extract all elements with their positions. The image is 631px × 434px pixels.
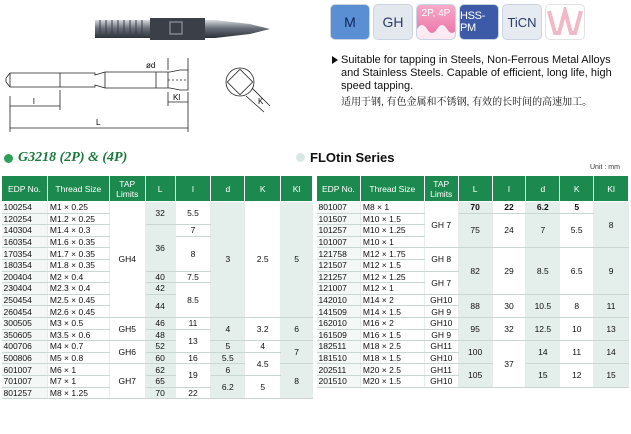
table-row <box>2 202 313 214</box>
col-L: L <box>145 176 175 202</box>
edp-cell: 801257 <box>2 387 48 399</box>
edp-cell: 121257 <box>317 271 361 283</box>
table-row <box>317 213 629 225</box>
tap-outline <box>6 58 270 132</box>
l-cell: 22 <box>175 387 211 399</box>
tap-cell: GH 7 <box>424 271 458 294</box>
tap-cell: GH10 <box>424 317 458 329</box>
K-cell: 5 <box>560 202 594 214</box>
badge-coating <box>502 4 542 40</box>
K-cell: 12 <box>560 364 594 387</box>
description-english: Suitable for tapping in Steels, Non-Ferrous Metal Alloys and Stainless Steels. Capable of efficient, long life, high speed tapping. <box>341 54 612 92</box>
l-cell: 13 <box>175 329 211 352</box>
edp-cell: 200404 <box>2 271 48 283</box>
l-cell: 37 <box>492 341 526 387</box>
edp-cell: 162010 <box>317 317 361 329</box>
thread-cell: M1.4 × 0.3 <box>47 225 109 237</box>
bullet-dot-icon <box>4 154 13 163</box>
feature-badges <box>330 4 585 40</box>
col-edp: EDP No. <box>317 176 361 202</box>
thread-cell: M8 × 1.25 <box>47 387 109 399</box>
l-cell: 8 <box>175 236 211 271</box>
thread-cell: M1 × 0.25 <box>47 202 109 214</box>
table-row <box>317 341 629 353</box>
wave-icon <box>417 21 456 39</box>
tap-cell: GH5 <box>109 317 145 340</box>
thread-cell: M1.6 × 0.35 <box>47 236 109 248</box>
product-description <box>332 54 628 109</box>
l-cell: 19 <box>175 364 211 387</box>
thread-cell: M14 × 2 <box>360 294 424 306</box>
K-cell: 3.2 <box>245 317 281 340</box>
L-cell: 36 <box>145 225 175 271</box>
edp-cell: 101007 <box>317 236 361 248</box>
edp-cell: 701007 <box>2 375 48 387</box>
edp-cell: 300505 <box>2 317 48 329</box>
edp-cell: 141509 <box>317 306 361 318</box>
K-cell: 6.5 <box>560 248 594 294</box>
d-cell: 8.5 <box>526 248 560 294</box>
col-Kl: Kl <box>594 176 629 202</box>
d-cell: 14 <box>526 341 560 364</box>
tap-cell: GH10 <box>424 352 458 364</box>
K-cell: 2.5 <box>245 202 281 318</box>
table-row <box>2 317 313 329</box>
K-cell: 8 <box>560 294 594 317</box>
L-cell: 52 <box>145 341 175 353</box>
thread-cell: M10 × 1 <box>360 236 424 248</box>
col-tap-limits: TAP Limits <box>109 176 145 202</box>
thread-form-icon <box>547 7 583 37</box>
badge-tap-limits <box>373 4 413 40</box>
edp-cell: 160354 <box>2 236 48 248</box>
L-cell: 82 <box>458 248 492 294</box>
badge-hss-label: HSS-PM <box>460 10 486 34</box>
l-cell: 8.5 <box>175 283 211 318</box>
table-row <box>2 352 313 364</box>
col-L: L <box>458 176 492 202</box>
d-cell: 15 <box>526 364 560 387</box>
Kl-cell: 5 <box>281 202 313 318</box>
edp-cell: 101507 <box>317 213 361 225</box>
d-cell: 5 <box>211 341 245 353</box>
thread-cell: M12 × 1.5 <box>360 259 424 271</box>
L-cell: 42 <box>145 283 175 295</box>
edp-cell: 801007 <box>317 202 361 214</box>
edp-cell: 101257 <box>317 225 361 237</box>
L-cell: 48 <box>145 329 175 341</box>
thread-cell: M6 × 1 <box>47 364 109 376</box>
badge-coating-label: TiCN <box>507 14 537 30</box>
edp-cell: 601007 <box>2 364 48 376</box>
table-header-row <box>2 176 313 202</box>
d-cell: 3 <box>211 202 245 318</box>
l-cell: 7 <box>175 225 211 237</box>
Kl-cell: 8 <box>594 202 629 248</box>
right-section-title <box>296 150 395 165</box>
K-cell: 4 <box>245 341 281 353</box>
tap-cell: GH10 <box>424 375 458 387</box>
col-tap-limits: TAP Limits <box>424 176 458 202</box>
tap-photo <box>95 18 270 40</box>
l-cell: 32 <box>492 317 526 340</box>
d-cell: 10.5 <box>526 294 560 317</box>
edp-cell: 202511 <box>317 364 361 376</box>
tap-cell: GH 8 <box>424 248 458 271</box>
table-row <box>317 248 629 260</box>
l-cell: 24 <box>492 213 526 248</box>
table-row <box>317 317 629 329</box>
left-section-title <box>4 150 127 166</box>
thread-cell: M8 × 1 <box>360 202 424 214</box>
d-cell: 4 <box>211 317 245 340</box>
K-cell: 10 <box>560 317 594 340</box>
edp-cell: 250454 <box>2 294 48 306</box>
tap-cell: GH7 <box>109 364 145 399</box>
badge-flutes-label: 2P, 4P <box>421 8 451 19</box>
d-cell: 6.2 <box>211 375 245 398</box>
table-row <box>317 202 629 214</box>
description-chinese: 适用于钢, 有色金属和不锈钢, 有效的长时间的高速加工。 <box>341 97 593 108</box>
L-cell: 70 <box>458 202 492 214</box>
badge-tap-limits-label: GH <box>382 14 404 30</box>
edp-cell: 201510 <box>317 375 361 387</box>
thread-cell: M3.5 × 0.6 <box>47 329 109 341</box>
L-cell: 75 <box>458 213 492 248</box>
edp-cell: 121007 <box>317 283 361 295</box>
badge-flutes <box>416 4 456 40</box>
Kl-cell: 14 <box>594 341 629 364</box>
col-edp: EDP No. <box>2 176 48 202</box>
edp-cell: 161509 <box>317 329 361 341</box>
thread-cell: M12 × 1.25 <box>360 271 424 283</box>
col-K: K <box>560 176 594 202</box>
unit-note: Unit : mm <box>590 164 620 171</box>
Kl-cell: 8 <box>281 364 313 399</box>
left-spec-table <box>1 175 313 399</box>
l-cell: 29 <box>492 248 526 294</box>
ki-label: Kl <box>173 93 181 102</box>
L-cell: 70 <box>145 387 175 399</box>
edp-cell: 142010 <box>317 294 361 306</box>
bullet-arrow-icon <box>332 56 338 64</box>
col-d: d <box>526 176 560 202</box>
thread-cell: M10 × 1.5 <box>360 213 424 225</box>
Kl-cell: 11 <box>594 294 629 317</box>
thread-cell: M1.2 × 0.25 <box>47 213 109 225</box>
thread-cell: M10 × 1.25 <box>360 225 424 237</box>
table-row <box>317 294 629 306</box>
thread-cell: M16 × 2 <box>360 317 424 329</box>
thread-cell: M2 × 0.4 <box>47 271 109 283</box>
L-cell: 88 <box>458 294 492 317</box>
badge-material <box>330 4 370 40</box>
l-cell: 7.5 <box>175 271 211 283</box>
L-cell: 60 <box>145 352 175 364</box>
thread-cell: M3 × 0.5 <box>47 317 109 329</box>
thread-cell: M16 × 1.5 <box>360 329 424 341</box>
l-cell: 16 <box>175 352 211 364</box>
col-Kl: Kl <box>281 176 313 202</box>
Kl-cell: 13 <box>594 317 629 340</box>
Kl-cell: 15 <box>594 364 629 387</box>
L-cell: 95 <box>458 317 492 340</box>
col-K: K <box>245 176 281 202</box>
edp-cell: 400706 <box>2 341 48 353</box>
thread-cell: M1.7 × 0.35 <box>47 248 109 260</box>
l-cell: 22 <box>492 202 526 214</box>
col-thread-size: Thread Size <box>47 176 109 202</box>
tap-cell: GH10 <box>424 294 458 306</box>
thread-cell: M2.3 × 0.4 <box>47 283 109 295</box>
edp-cell: 180354 <box>2 259 48 271</box>
thread-cell: M18 × 2.5 <box>360 341 424 353</box>
edp-cell: 181510 <box>317 352 361 364</box>
d-cell: 12.5 <box>526 317 560 340</box>
table-row <box>2 375 313 387</box>
table-header-row <box>317 176 629 202</box>
col-l: l <box>492 176 526 202</box>
l-cell: 30 <box>492 294 526 317</box>
K-cell: 5.5 <box>560 213 594 248</box>
col-d: d <box>211 176 245 202</box>
Kl-cell: 9 <box>594 248 629 294</box>
edp-cell: 170354 <box>2 248 48 260</box>
l-cell: 11 <box>175 317 211 329</box>
edp-cell: 100254 <box>2 202 48 214</box>
right-spec-table <box>316 175 629 388</box>
L-cell: 62 <box>145 364 175 376</box>
Kl-cell: 6 <box>281 317 313 340</box>
thread-cell: M12 × 1 <box>360 283 424 295</box>
thread-cell: M20 × 2.5 <box>360 364 424 376</box>
badge-material-label: M <box>344 14 356 30</box>
thread-cell: M12 × 1.75 <box>360 248 424 260</box>
thread-cell: M1.8 × 0.35 <box>47 259 109 271</box>
L-cell: 46 <box>145 317 175 329</box>
L-cell: 100 <box>458 341 492 364</box>
length-l-label: l <box>33 97 35 106</box>
bullet-dot-icon <box>296 153 305 162</box>
tap-cell: GH11 <box>424 364 458 376</box>
K-cell: 5 <box>245 375 281 398</box>
thread-cell: M2.6 × 0.45 <box>47 306 109 318</box>
edp-cell: 120254 <box>2 213 48 225</box>
tap-cell: GH 9 <box>424 306 458 318</box>
edp-cell: 121758 <box>317 248 361 260</box>
K-cell: 4.5 <box>245 352 281 375</box>
diameter-label: ød <box>146 61 156 70</box>
l-cell: 5.5 <box>175 202 211 225</box>
length-L-label: L <box>96 118 101 127</box>
tap-cell: GH6 <box>109 341 145 364</box>
square-k-label: K <box>258 97 264 106</box>
thread-cell: M14 × 1.5 <box>360 306 424 318</box>
tap-technical-drawing <box>0 0 320 150</box>
d-cell: 6.2 <box>526 202 560 214</box>
badge-material-hss <box>459 4 499 40</box>
edp-cell: 260454 <box>2 306 48 318</box>
edp-cell: 121507 <box>317 259 361 271</box>
edp-cell: 500806 <box>2 352 48 364</box>
d-cell: 7 <box>526 213 560 248</box>
edp-cell: 140304 <box>2 225 48 237</box>
d-cell: 5.5 <box>211 352 245 364</box>
tap-cell: GH4 <box>109 202 145 318</box>
left-section-title-text: G3218 (2P) & (4P) <box>18 150 128 165</box>
thread-cell: M7 × 1 <box>47 375 109 387</box>
table-row <box>2 341 313 353</box>
col-l: l <box>175 176 211 202</box>
thread-cell: M5 × 0.8 <box>47 352 109 364</box>
tap-cell: GH 7 <box>424 202 458 248</box>
tap-cell: GH11 <box>424 341 458 353</box>
table-row <box>317 364 629 376</box>
badge-thread-form <box>545 4 585 40</box>
K-cell: 11 <box>560 341 594 364</box>
right-section-title-text: FLOtin Series <box>310 150 395 165</box>
thread-cell: M4 × 0.7 <box>47 341 109 353</box>
L-cell: 44 <box>145 294 175 317</box>
edp-cell: 350605 <box>2 329 48 341</box>
edp-cell: 230404 <box>2 283 48 295</box>
Kl-cell: 7 <box>281 341 313 364</box>
thread-cell: M2.5 × 0.45 <box>47 294 109 306</box>
thread-cell: M18 × 1.5 <box>360 352 424 364</box>
L-cell: 32 <box>145 202 175 225</box>
thread-cell: M20 × 1.5 <box>360 375 424 387</box>
edp-cell: 182511 <box>317 341 361 353</box>
L-cell: 105 <box>458 364 492 387</box>
d-cell: 6 <box>211 364 245 376</box>
L-cell: 65 <box>145 375 175 387</box>
L-cell: 40 <box>145 271 175 283</box>
tap-cell: GH 9 <box>424 329 458 341</box>
col-thread-size: Thread Size <box>360 176 424 202</box>
